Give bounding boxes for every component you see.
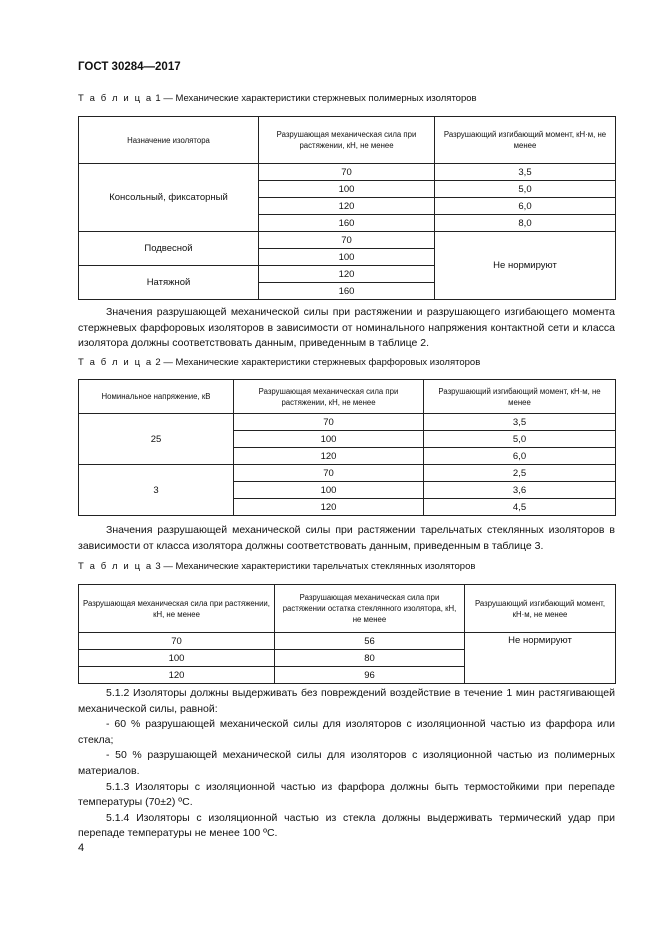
table3-header: Разрушающая механическая сила при растяжении остатка стеклянного изолятора, кН, не менее — [275, 585, 465, 633]
table2-caption-text: 2 — Механические характеристики стержневых фарфоровых изоляторов — [155, 357, 481, 368]
table3-cell: 70 — [79, 633, 275, 650]
table2-cell: 100 — [234, 431, 424, 448]
table3 — [78, 584, 616, 684]
table3-caption — [78, 561, 475, 572]
table2-header: Разрушающий изгибающий момент, кН·м, не менее — [424, 380, 616, 414]
table3-cell: 100 — [79, 650, 275, 667]
table1-cell: 3,5 — [435, 164, 616, 181]
table1-caption-text: 1 — Механические характеристики стержневых полимерных изоляторов — [155, 93, 477, 104]
table1-cell: 6,0 — [435, 198, 616, 215]
paragraph-table3-intro: Значения разрушающей механической силы при растяжении тарельчатых стеклянных изоляторов в зависимости от класса изолятора должны соответствовать данным, приведенным в таблице 3. — [78, 524, 615, 552]
table2-caption-word: Т а б л и ц а — [78, 357, 153, 368]
table1-header: Разрушающая механическая сила при растяжении, кН, не менее — [259, 117, 435, 164]
table3-cell: 96 — [275, 667, 465, 684]
table3-caption-word: Т а б л и ц а — [78, 561, 153, 572]
table1-caption-word: Т а б л и ц а — [78, 93, 153, 104]
table1-header: Разрушающий изгибающий момент, кН·м, не менее — [435, 117, 616, 164]
table2-cell: 120 — [234, 499, 424, 516]
table2-cell: 3,6 — [424, 482, 616, 499]
table2 — [78, 379, 616, 516]
clause-5-1-3: 5.1.3 Изоляторы с изоляционной частью из фарфора должны быть термостойкими при перепаде температуры (70±2) ºС. — [78, 780, 615, 809]
table1-caption — [78, 93, 477, 104]
table2-voltage-cell: 3 — [79, 465, 234, 516]
table3-not-normed-cell: Не нормируют — [465, 633, 616, 684]
table3-cell: 120 — [79, 667, 275, 684]
table2-cell: 70 — [234, 414, 424, 431]
table1-cell: 100 — [259, 181, 435, 198]
table1-cell: 120 — [259, 198, 435, 215]
table2-cell: 4,5 — [424, 499, 616, 516]
table1-cell: 8,0 — [435, 215, 616, 232]
table2-header: Номинальное напряжение, кВ — [79, 380, 234, 414]
table1-cell: 5,0 — [435, 181, 616, 198]
table2-cell: 120 — [234, 448, 424, 465]
clause-5-1-2: 5.1.2 Изоляторы должны выдерживать без повреждений воздействие в течение 1 мин растягивающей механической силы, равной: — [78, 687, 615, 715]
table1-cell: 160 — [259, 215, 435, 232]
table3-header: Разрушающая механическая сила при растяжении, кН, не менее — [79, 585, 275, 633]
table1-cell: 120 — [259, 266, 435, 283]
table2-cell: 100 — [234, 482, 424, 499]
table1-group-cell: Подвесной — [79, 232, 259, 266]
table1-cell: 160 — [259, 283, 435, 300]
table2-cell: 3,5 — [424, 414, 616, 431]
clause-5-1-4: 5.1.4 Изоляторы с изоляционной частью из стекла должны выдерживать термический удар при перепаде температуры не менее 100 ºС. — [78, 811, 615, 840]
table2-cell: 2,5 — [424, 465, 616, 482]
table1-cell: 70 — [259, 164, 435, 181]
table2-header: Разрушающая механическая сила при растяжении, кН, не менее — [234, 380, 424, 414]
table1-cell: 70 — [259, 232, 435, 249]
list-item-50-percent: - 50 % разрушающей механической силы для изоляторов с изоляционной частью из полимерных материалов. — [78, 749, 615, 777]
table2-cell: 70 — [234, 465, 424, 482]
table1 — [78, 116, 616, 300]
table3-header: Разрушающий изгибающий момент, кН·м, не менее — [465, 585, 616, 633]
page-number: 4 — [78, 842, 85, 854]
table2-cell: 5,0 — [424, 431, 616, 448]
table3-cell: 80 — [275, 650, 465, 667]
table2-cell: 6,0 — [424, 448, 616, 465]
table1-header: Назначение изолятора — [79, 117, 259, 164]
table1-group-cell: Натяжной — [79, 266, 259, 300]
table2-voltage-cell: 25 — [79, 414, 234, 465]
table3-caption-text: 3 — Механические характеристики тарельчатых стеклянных изоляторов — [155, 561, 476, 572]
body-text — [78, 686, 615, 842]
table3-cell: 56 — [275, 633, 465, 650]
table1-not-normed-cell: Не нормируют — [435, 232, 616, 300]
table1-group-cell: Консольный, фиксаторный — [79, 164, 259, 232]
list-item-60-percent: - 60 % разрушающей механической силы для изоляторов с изоляционной частью из фарфора или стекла; — [78, 718, 615, 746]
paragraph-table2-intro: Значения разрушающей механической силы при растяжении и разрушающего изгибающего момента стержневых фарфоровых изоляторов в зависимости от номинального напряжения контактной сети и класса изолятора должны соответствовать данным, приведенным в таблице 2. — [78, 306, 615, 350]
table2-caption — [78, 357, 480, 368]
document-header: ГОСТ 30284—2017 — [78, 61, 181, 73]
table1-cell: 100 — [259, 249, 435, 266]
